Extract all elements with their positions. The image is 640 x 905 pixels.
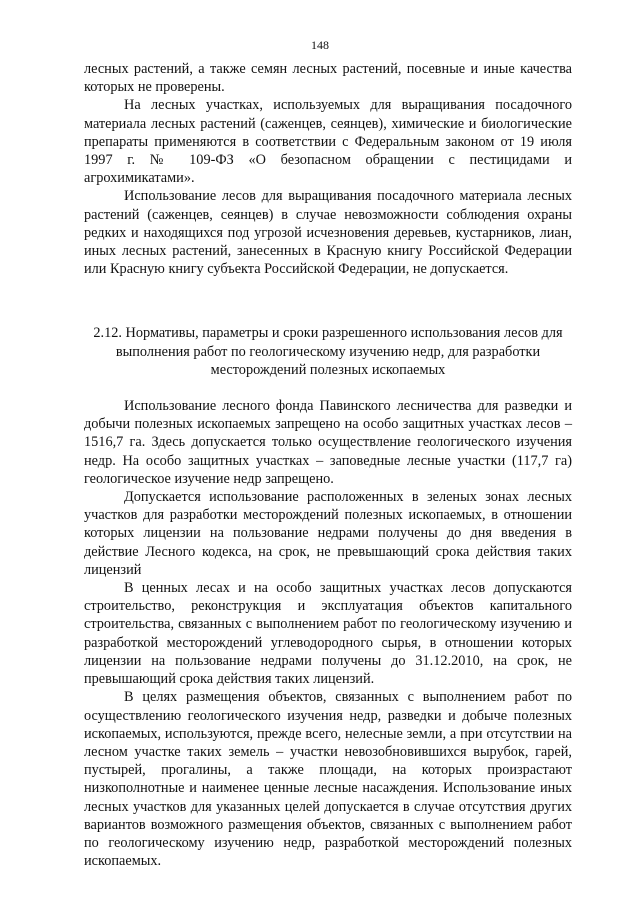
section-heading: 2.12. Нормативы, параметры и сроки разрешенного использования лесов для выполнения работ по геологическому изучению недр, для разработки месторождений полезных ископаемых	[93, 325, 563, 378]
paragraph: лесных растений, а также семян лесных растений, посевные и иные качества которых не проверены.	[84, 61, 572, 96]
paragraph: Допускается использование расположенных в зеленых зонах лесных участков для разработки месторождений полезных ископаемых, в отношении которых лицензии на пользование недрами получены до дня введения в действие Лесного кодекса, на срок, не превышающий срока действия таких лицензий	[84, 489, 572, 578]
paragraph: Использование лесного фонда Павинского лесничества для разведки и добычи полезных ископаемых запрещено на особо защитных участках лесов – 1516,7 га. Здесь допускается только осуществление геологического изучения недр. На особо защитных участках – заповедные лесные участки (117,7 га) геологическое изучение недр запрещено.	[84, 398, 572, 487]
paragraph: На лесных участках, используемых для выращивания посадочного материала лесных растений (саженцев, сеянцев), химические и биологические препараты применяются в соответствии с Федеральным законом от 19 июля 1997 г. № 109-ФЗ «О безопасном обращении с пестицидами и агрохимикатами».	[84, 97, 572, 187]
document-body	[84, 60, 572, 870]
paragraph: Использование лесов для выращивания посадочного материала лесных растений (саженцев, сеянцев) в случае невозможности соблюдения охраны редких и находящихся под угрозой исчезновения деревьев, кустарников, лиан, иных лесных растений, занесенных в Красную книгу Российской Федерации или Красную книгу субъекта Российской Федерации, не допускается.	[84, 188, 572, 278]
paragraph: В целях размещения объектов, связанных с выполнением работ по осуществлению геологического изучения недр, разведки и добыче полезных ископаемых, используются, прежде всего, нелесные земли, а при отсутствии на лесном участке таких земель – участки невозобновившихся вырубок, гарей, пустырей, прогалины, а также площади, на которых произрастают низкополнотные и наименее ценные лесные насаждения. Использование иных лесных участков для указанных целей допускается в случае отсутствия других вариантов возможного размещения объектов, связанных с выполнением работ по геологическому изучению недр, разработкой месторождений полезных ископаемых.	[84, 689, 572, 870]
paragraph: В ценных лесах и на особо защитных участках лесов допускаются строительство, реконструкция и эксплуатация объектов капитального строительства, связанных с выполнением работ по геологическому изучению и разработкой месторождений углеводородного сырья, в отношении которых лицензии на пользование недрами получены до 31.12.2010, на срок, не превышающий срока действия таких лицензий.	[84, 580, 572, 688]
page-number: 148	[311, 38, 329, 52]
